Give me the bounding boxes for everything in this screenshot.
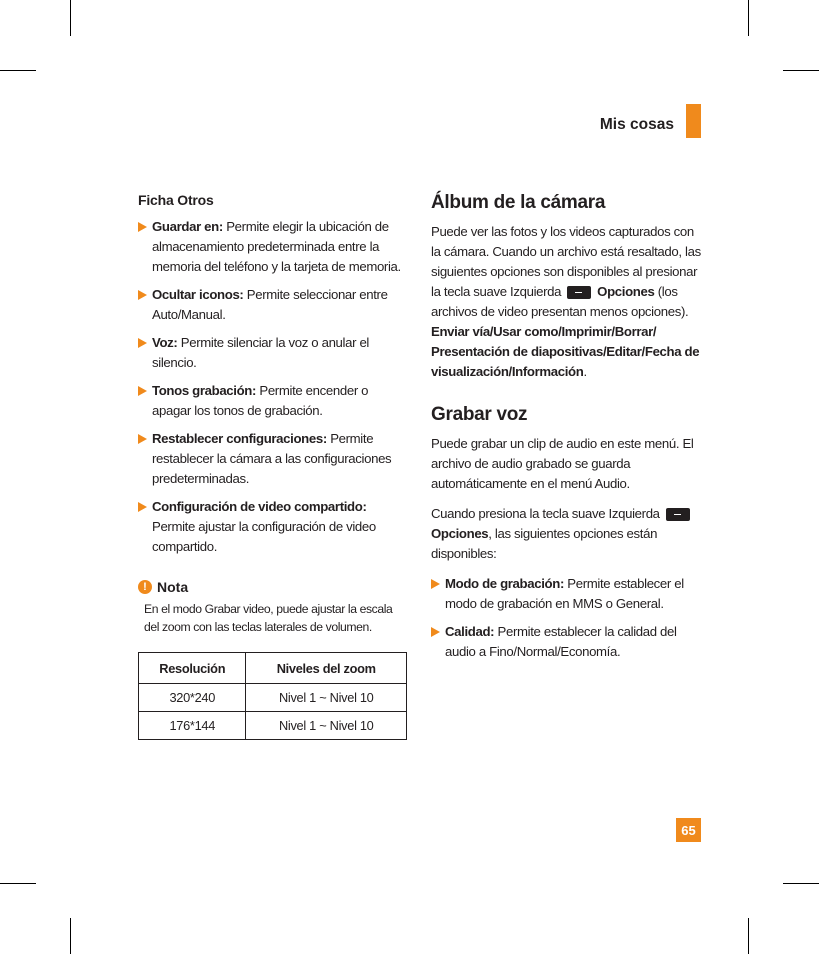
arrow-bullet-icon <box>138 386 147 396</box>
arrow-bullet-icon <box>431 627 440 637</box>
right-column <box>431 192 703 670</box>
arrow-bullet-icon <box>138 434 147 444</box>
crop-mark <box>70 0 71 36</box>
list-item <box>138 217 410 277</box>
table-row <box>139 684 407 712</box>
left-column <box>138 192 410 740</box>
table-cell: Nivel 1 ~ Nivel 10 <box>246 712 407 740</box>
item-term: Calidad: <box>445 624 495 639</box>
table-cell: Nivel 1 ~ Nivel 10 <box>246 684 407 712</box>
item-text: Permite seleccionar entre Auto/Manual. <box>152 287 388 322</box>
table-header: Niveles del zoom <box>246 653 407 684</box>
list-item <box>138 429 410 489</box>
left-soft-key-icon <box>567 286 591 299</box>
crop-mark <box>783 883 819 884</box>
crop-mark <box>783 70 819 71</box>
item-text: Permite restablecer la cámara a las configuraciones predeterminadas. <box>152 431 392 486</box>
item-term: Ocultar iconos: <box>152 287 244 302</box>
list-item <box>431 574 703 614</box>
item-text: Permite silenciar la voz o anular el silencio. <box>152 335 370 370</box>
left-soft-key-icon <box>666 508 690 521</box>
item-term: Modo de grabación: <box>445 576 564 591</box>
album-paragraph <box>431 222 703 382</box>
item-text: Permite ajustar la configuración de video compartido. <box>152 519 376 554</box>
list-item <box>138 333 410 373</box>
voice-paragraph-1: Puede grabar un clip de audio en este menú. El archivo de audio grabado se guarda automáticamente en el menú Audio. <box>431 436 694 491</box>
list-item <box>431 622 703 662</box>
table-header-row <box>139 653 407 684</box>
opciones-label: Opciones <box>431 526 489 541</box>
arrow-bullet-icon <box>138 222 147 232</box>
album-text: Puede ver las fotos y los videos capturados con la cámara. Cuando un archivo está resaltado, las siguientes opciones son disponibles al presionar la tecla suave Izquierda <box>431 224 701 299</box>
voice-text: Cuando presiona la tecla suave Izquierda <box>431 506 660 521</box>
crop-mark <box>0 883 36 884</box>
crop-mark <box>0 70 36 71</box>
zoom-table <box>138 652 407 740</box>
opciones-label: Opciones <box>597 284 655 299</box>
crop-mark <box>70 918 71 954</box>
album-title: Álbum de la cámara <box>431 192 606 213</box>
list-item <box>138 285 410 325</box>
item-term: Restablecer configuraciones: <box>152 431 327 446</box>
item-term: Voz: <box>152 335 178 350</box>
album-end: . <box>583 364 587 379</box>
voice-paragraph-2 <box>431 504 703 564</box>
item-term: Tonos grabación: <box>152 383 257 398</box>
arrow-bullet-icon <box>138 338 147 348</box>
section-tab-marker <box>686 104 701 138</box>
table-header: Resolución <box>139 653 246 684</box>
item-text: Permite encender o apagar los tonos de grabación. <box>152 383 369 418</box>
crop-mark <box>748 918 749 954</box>
list-item <box>138 497 410 557</box>
note-heading <box>138 579 410 595</box>
arrow-bullet-icon <box>138 290 147 300</box>
arrow-bullet-icon <box>138 502 147 512</box>
item-text: Permite establecer el modo de grabación en MMS o General. <box>445 576 684 611</box>
table-cell: 176*144 <box>139 712 246 740</box>
voice-title: Grabar voz <box>431 404 528 425</box>
voice-text-2: , las siguientes opciones están disponibles: <box>431 526 658 561</box>
subtitle-otros: Ficha Otros <box>138 192 214 208</box>
arrow-bullet-icon <box>431 579 440 589</box>
item-term: Guardar en: <box>152 219 223 234</box>
album-text-2: (los archivos de video presentan menos opciones). <box>431 284 689 319</box>
table-cell: 320*240 <box>139 684 246 712</box>
list-item <box>138 381 410 421</box>
exclamation-icon: ! <box>138 580 152 594</box>
table-row <box>139 712 407 740</box>
page-number: 65 <box>676 818 701 842</box>
note-text: En el modo Grabar video, puede ajustar la escala del zoom con las teclas laterales de volumen. <box>144 602 393 634</box>
item-text: Permite establecer la calidad del audio a Fino/Normal/Economía. <box>445 624 677 659</box>
note-label: Nota <box>157 579 189 595</box>
section-header: Mis cosas <box>599 116 674 133</box>
album-options-list: Enviar vía/Usar como/Imprimir/Borrar/ Presentación de diapositivas/Editar/Fecha de visualización/Información <box>431 324 700 379</box>
crop-mark <box>748 0 749 36</box>
item-term: Configuración de video compartido: <box>152 499 367 514</box>
item-text: Permite elegir la ubicación de almacenamiento predeterminada entre la memoria del teléfono y la tarjeta de memoria. <box>152 219 401 274</box>
